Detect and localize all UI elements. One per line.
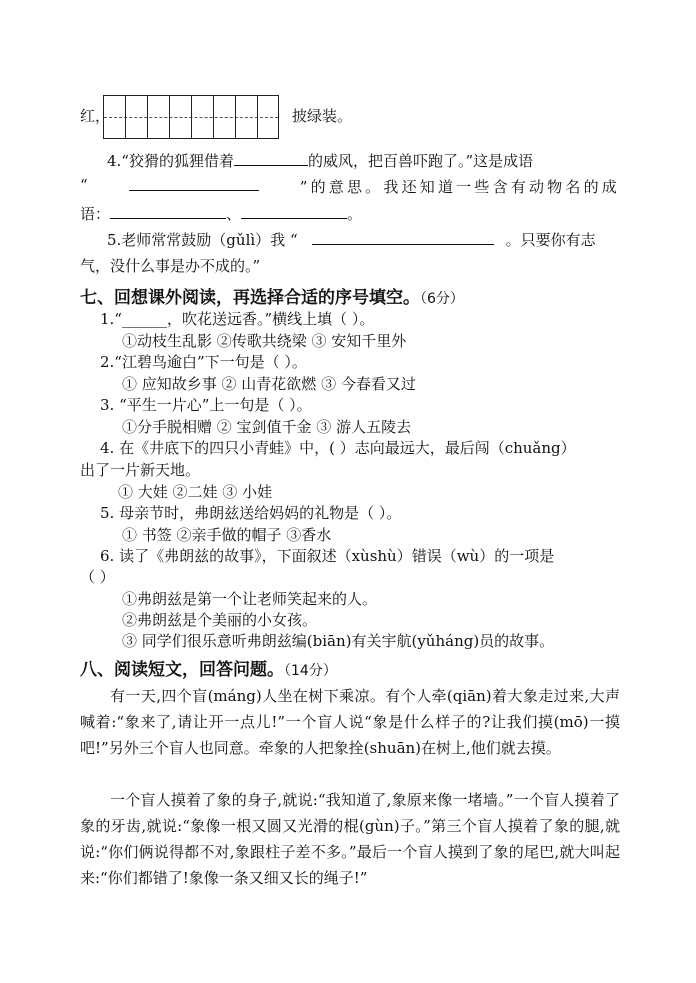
q5-text-b: 。只要你有志	[505, 231, 596, 249]
q3-prefix: 红，	[80, 107, 111, 125]
writing-grid[interactable]	[103, 95, 279, 139]
section8-title-text: 八、阅读短文，回答问题。	[80, 660, 284, 680]
passage-paragraph-2: 一个盲人摸着了象的身子,就说:“我知道了,象原来像一堵墙。”一个盲人摸着了象的牙齿,就说:“象像一根又圆又光滑的棍(gùn)子。”第三个盲人摸着了象的腿,就说:“你们俩说得都不对,象跟柱子差不多。”最后一个盲人摸到了象的尾巴,就大叫起来:“你们都错了!象像一条又细又长的绳子!”	[80, 791, 620, 887]
s7-q3: 3. “平生一片心”上一句是（ ）。	[100, 396, 312, 414]
q4-line3	[80, 203, 362, 224]
q4-text-d: 语：	[80, 205, 111, 223]
q3-suffix: 披绿装。	[292, 107, 353, 125]
section8-points: （14分）	[284, 663, 337, 679]
s7-q1: 1.“______，吹花送远香。”横线上填（ ）。	[100, 310, 375, 328]
s7-q4-cont: 出了一片新天地。	[80, 461, 201, 479]
s7-q6-option-1: ①弗朗兹是第一个让老师笑起来的人。	[122, 590, 378, 608]
s7-q2-options: ① 应知故乡事 ② 山青花欲燃 ③ 今春看又过	[122, 375, 416, 393]
q4-blank-1[interactable]	[234, 151, 308, 166]
q5-line2: 气，没什么事是办不成的。”	[80, 257, 261, 275]
q4-line2	[80, 176, 620, 197]
s7-q4: 4. 在《井底下的四只小青蛙》中，( ）志向最远大，最后闯（chuǎng）	[100, 439, 576, 457]
s7-q4-options: ① 大娃 ②二娃 ③ 小娃	[118, 483, 273, 501]
q4-text-b: 的威风，把百兽吓跑了。”这是成语	[307, 152, 534, 170]
section7-title	[80, 283, 464, 308]
section7-points: （6分）	[420, 291, 464, 307]
s7-q6: 6. 读了《弗朗兹的故事》，下面叙述（xùshù）错误（wù）的一项是	[100, 547, 555, 565]
q4-blank-4[interactable]	[241, 204, 347, 219]
q4-open-quote: “	[80, 176, 88, 194]
s7-q3-options: ①分手脱相赠 ② 宝剑值千金 ③ 游人五陵去	[122, 418, 412, 436]
q5-text-a: 5.老师常常鼓励（gǔlì）我 “	[107, 231, 298, 249]
q4-blank-3[interactable]	[110, 204, 226, 219]
s7-q1-options: ①动枝生乱影 ②传歌共绕梁 ③ 安知千里外	[122, 332, 407, 350]
s7-q6-option-2: ②弗朗兹是个美丽的小女孩。	[122, 611, 318, 629]
q4-line1	[107, 150, 533, 171]
q5-line1	[107, 229, 596, 250]
section7-title-text: 七、回想课外阅读，再选择合适的序号填空。	[80, 288, 420, 308]
q4-blank-2[interactable]	[129, 176, 259, 191]
q4-end: 。	[347, 205, 363, 223]
s7-q5-options: ① 书签 ②亲手做的帽子 ③香水	[122, 526, 332, 544]
s7-q6-cont: （ ）	[80, 568, 115, 586]
s7-q6-option-3: ③ 同学们很乐意听弗朗兹编(biān)有关宇航(yǔháng)员的故事。	[122, 632, 555, 650]
section8-title	[80, 655, 337, 680]
q5-blank[interactable]	[312, 230, 494, 245]
q4-text-a: 4.“狡猾的狐狸借着	[107, 152, 234, 170]
passage-paragraph-1: 有一天,四个盲(máng)人坐在树下乘凉。有个人牵(qiān)着大象走过来,大声喊着:“象来了,请让开一点儿!”一个盲人说“象是什么样子的?让我们摸(mō)一摸吧!”另外三个盲人也同意。牵象的人把象拴(shuān)在树上,他们就去摸。	[80, 687, 620, 757]
s7-q2: 2.“江碧鸟逾白”下一句是（ ）。	[100, 353, 307, 371]
s7-q5: 5. 母亲节时，弗朗兹送给妈妈的礼物是（ ）。	[100, 504, 402, 522]
q4-separator: 、	[226, 205, 242, 223]
q4-text-c: ”的意思。我还知道一些含有动物名的成	[299, 178, 620, 196]
